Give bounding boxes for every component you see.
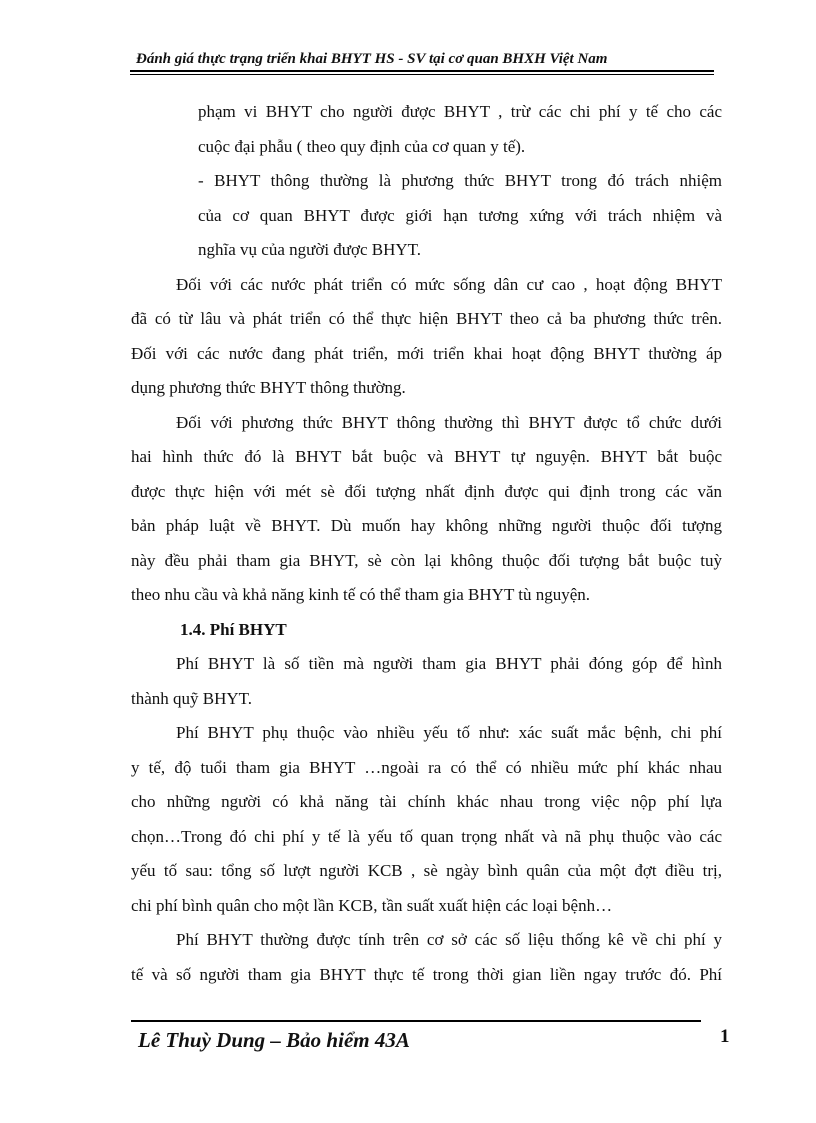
text-line: theo nhu cầu và khả năng kinh tế có thể tham gia BHYT tù nguyện.	[131, 585, 591, 604]
text-line: y tế, độ tuổi tham gia BHYT …ngoài ra có thể có nhiều mức phí khác nhau	[131, 757, 722, 777]
text-line: hai hình thức đó là BHYT bắt buộc và BHYT tự nguyện. BHYT bắt buộc	[131, 447, 722, 466]
paragraph-first-line: Phí BHYT phụ thuộc vào nhiều yếu tố như: xác suất mắc bệnh, chi phí	[176, 723, 722, 742]
text-line: chi phí bình quân cho một lần KCB, tần suất xuất hiện các loại bệnh…	[131, 895, 613, 915]
list-text-line: - BHYT thông thường là phương thức BHYT trong đó trách nhiệm	[198, 171, 722, 190]
page-number: 1	[720, 1026, 730, 1047]
footer-author: Lê Thuỳ Dung – Bảo hiểm 43A	[138, 1028, 410, 1052]
text-line: cho những người có khả năng tài chính khác nhau trong việc nộp phí lựa	[131, 792, 722, 811]
text-line: thành quỹ BHYT.	[131, 688, 253, 708]
text-line: đã có từ lâu và phát triển có thể thực hiện BHYT theo cả ba phương thức trên.	[131, 309, 722, 328]
page-footer	[131, 1020, 731, 1052]
paragraph-first-line: Đối với phương thức BHYT thông thường thì BHYT được tổ chức dưới	[176, 412, 722, 432]
running-header	[130, 49, 714, 75]
header-rule-thin	[130, 74, 714, 75]
paragraph-first-line: Phí BHYT là số tiền mà người tham gia BHYT phải đóng góp để hình	[176, 654, 722, 673]
text-line: này đều phải tham gia BHYT, sè còn lại không thuộc đối tượng bắt buộc tuỳ	[131, 550, 722, 570]
list-text-line: cuộc đại phẫu ( theo quy định của cơ quan y tế).	[198, 136, 526, 156]
footer-rule	[131, 1020, 701, 1022]
header-rule	[130, 70, 714, 72]
list-text-line: của cơ quan BHYT được giới hạn tương xứng với trách nhiệm và	[198, 205, 722, 225]
text-line: tế và số người tham gia BHYT thực tế trong thời gian liền ngay trước đó. Phí	[131, 964, 722, 984]
text-line: chọn…Trong đó chi phí y tế là yếu tố quan trọng nhất và nã phụ thuộc vào các	[131, 826, 722, 846]
text-line: yếu tố sau: tổng số lượt người KCB , sè ngày bình quân của một đợt điều trị,	[131, 861, 722, 880]
list-text-line: phạm vi BHYT cho người được BHYT , trừ các chi phí y tế cho các	[198, 102, 722, 121]
text-line: dụng phương thức BHYT thông thường.	[131, 378, 406, 397]
body-text	[131, 95, 722, 992]
paragraph-first-line: Phí BHYT thường được tính trên cơ sở các số liệu thống kê về chi phí y	[176, 930, 722, 949]
list-text-line: nghĩa vụ của người được BHYT.	[198, 240, 422, 259]
text-line: Đối với các nước đang phát triển, mới triển khai hoạt động BHYT thường áp	[131, 343, 722, 363]
text-line: bản pháp luật về BHYT. Dù muốn hay không những người thuộc đối tượng	[131, 516, 722, 535]
header-title: Đánh giá thực trạng triển khai BHYT HS - SV tại cơ quan BHXH Việt Nam	[136, 51, 608, 67]
paragraph-first-line: Đối với các nước phát triển có mức sống dân cư cao , hoạt động BHYT	[176, 274, 722, 294]
text-line: được thực hiện với mét sè đối tượng nhất định được qui định trong các văn	[131, 481, 722, 501]
section-heading: 1.4. Phí BHYT	[180, 619, 287, 639]
